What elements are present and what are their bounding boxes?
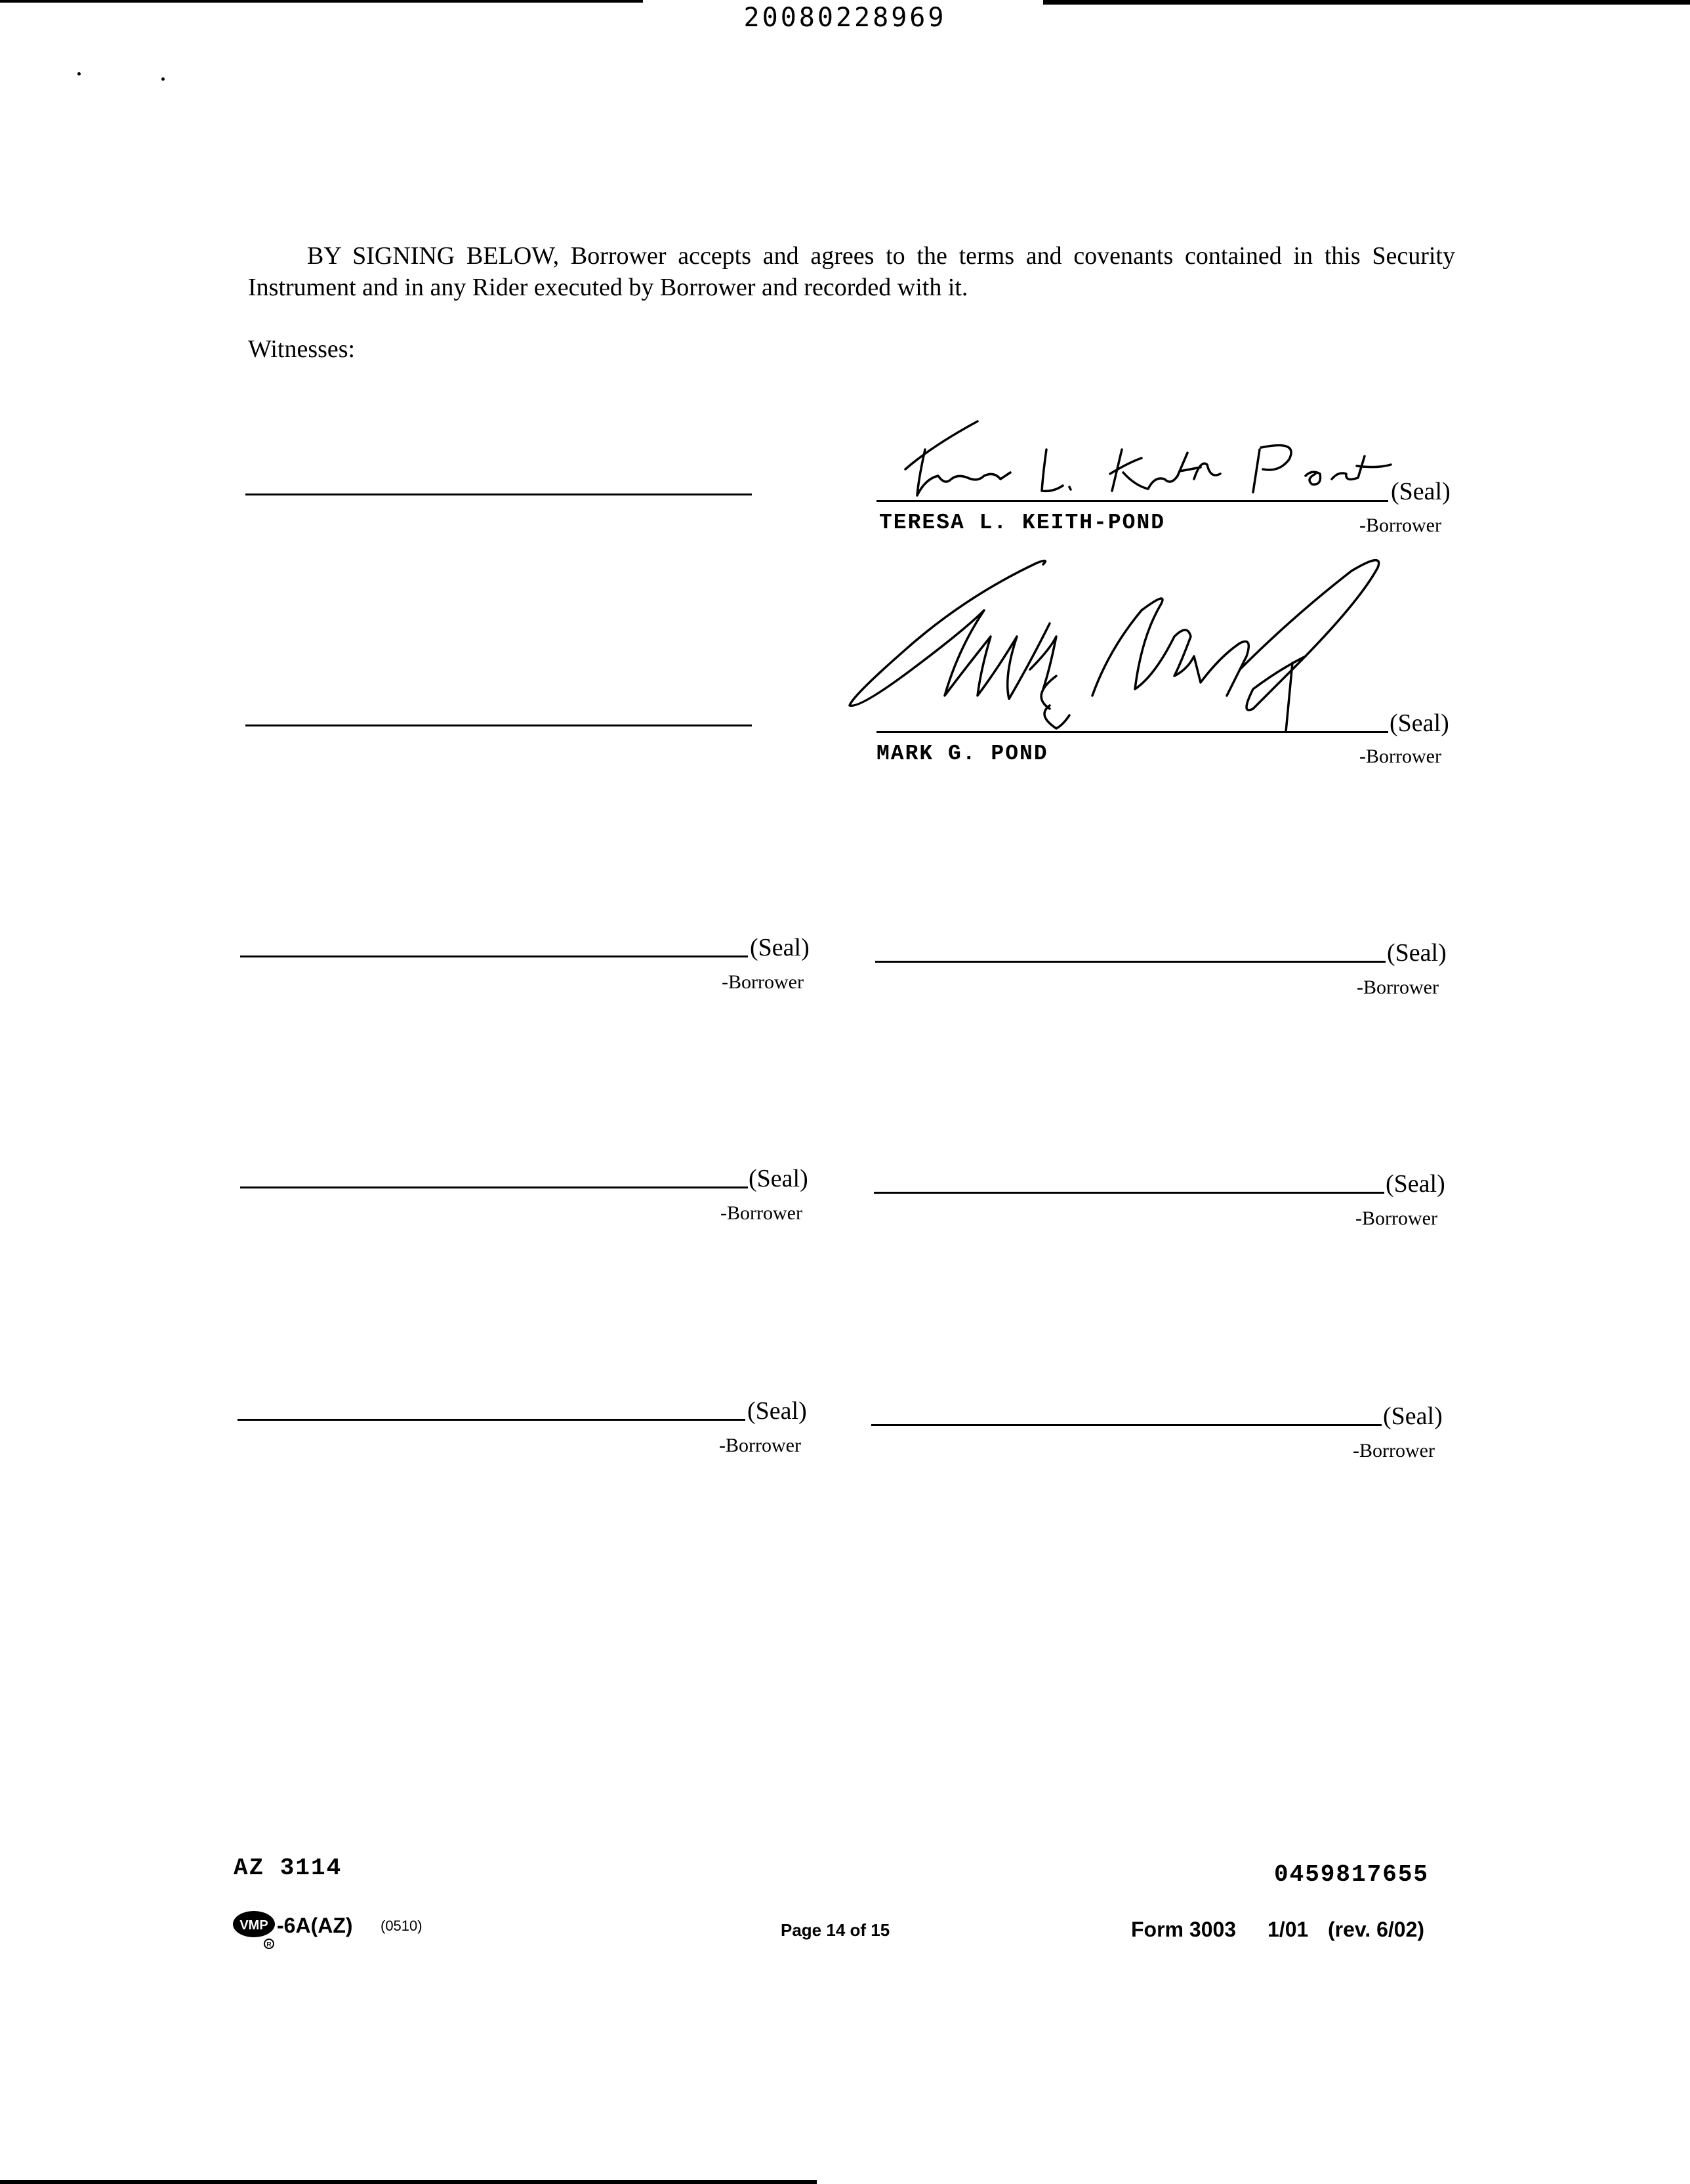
loan-number: 0459817655 — [1274, 1861, 1430, 1888]
signing-statement: BY SIGNING BELOW, Borrower accepts and agrees to the terms and covenants contained in this Security Instrument and in any Rider executed by Borrower and recorded with it. — [248, 242, 1455, 301]
seal-label: (Seal) — [747, 1397, 807, 1425]
seal-label: (Seal) — [1387, 939, 1447, 967]
blank-signature-line — [237, 1419, 745, 1421]
witnesses-label: Witnesses: — [248, 335, 356, 363]
seal-label: (Seal) — [1390, 709, 1449, 737]
borrower-label: -Borrower — [719, 1435, 801, 1456]
seal-label: (Seal) — [1383, 1402, 1443, 1430]
vmp-logo-text: VMP — [239, 1918, 268, 1933]
signature-teresa — [879, 413, 1404, 505]
seal-label: (Seal) — [750, 934, 810, 961]
borrower-label: -Borrower — [720, 1202, 802, 1224]
form-number: Form 3003 — [1131, 1918, 1237, 1941]
borrower-label: -Borrower — [1359, 514, 1441, 536]
scan-speck — [161, 77, 165, 81]
witness-line-1 — [245, 494, 752, 495]
vmp-logo-icon — [232, 1910, 276, 1948]
scan-edge-bottom — [0, 2180, 817, 2184]
footer-code: AZ 3114 — [234, 1855, 342, 1881]
form-code: -6A(AZ) — [277, 1914, 353, 1937]
form-code-version: (0510) — [381, 1918, 422, 1934]
signer-name-teresa: TERESA L. KEITH-POND — [879, 511, 1166, 535]
recording-number: 20080228969 — [743, 3, 947, 33]
blank-signature-line — [240, 956, 748, 957]
borrower-label: -Borrower — [1355, 1208, 1437, 1229]
borrower-label: -Borrower — [722, 971, 804, 993]
seal-label: (Seal) — [1391, 478, 1451, 505]
page-number: Page 14 of 15 — [781, 1920, 890, 1940]
blank-signature-line — [874, 1192, 1384, 1194]
form-date: 1/01 — [1268, 1918, 1309, 1941]
witness-line-2 — [245, 724, 752, 726]
blank-signature-line — [875, 961, 1386, 963]
borrower-label: -Borrower — [1359, 746, 1441, 767]
signature-mark — [833, 538, 1424, 748]
seal-label: (Seal) — [1386, 1170, 1445, 1198]
borrower-label: -Borrower — [1353, 1440, 1435, 1461]
signer-name-mark: MARK G. POND — [876, 742, 1048, 766]
form-revision: (rev. 6/02) — [1328, 1918, 1425, 1941]
svg-text:R: R — [266, 1941, 272, 1948]
blank-signature-line — [871, 1424, 1382, 1426]
scan-speck — [77, 72, 81, 75]
blank-signature-line — [240, 1186, 748, 1188]
seal-label: (Seal) — [749, 1165, 808, 1192]
borrower-label: -Borrower — [1357, 976, 1439, 998]
